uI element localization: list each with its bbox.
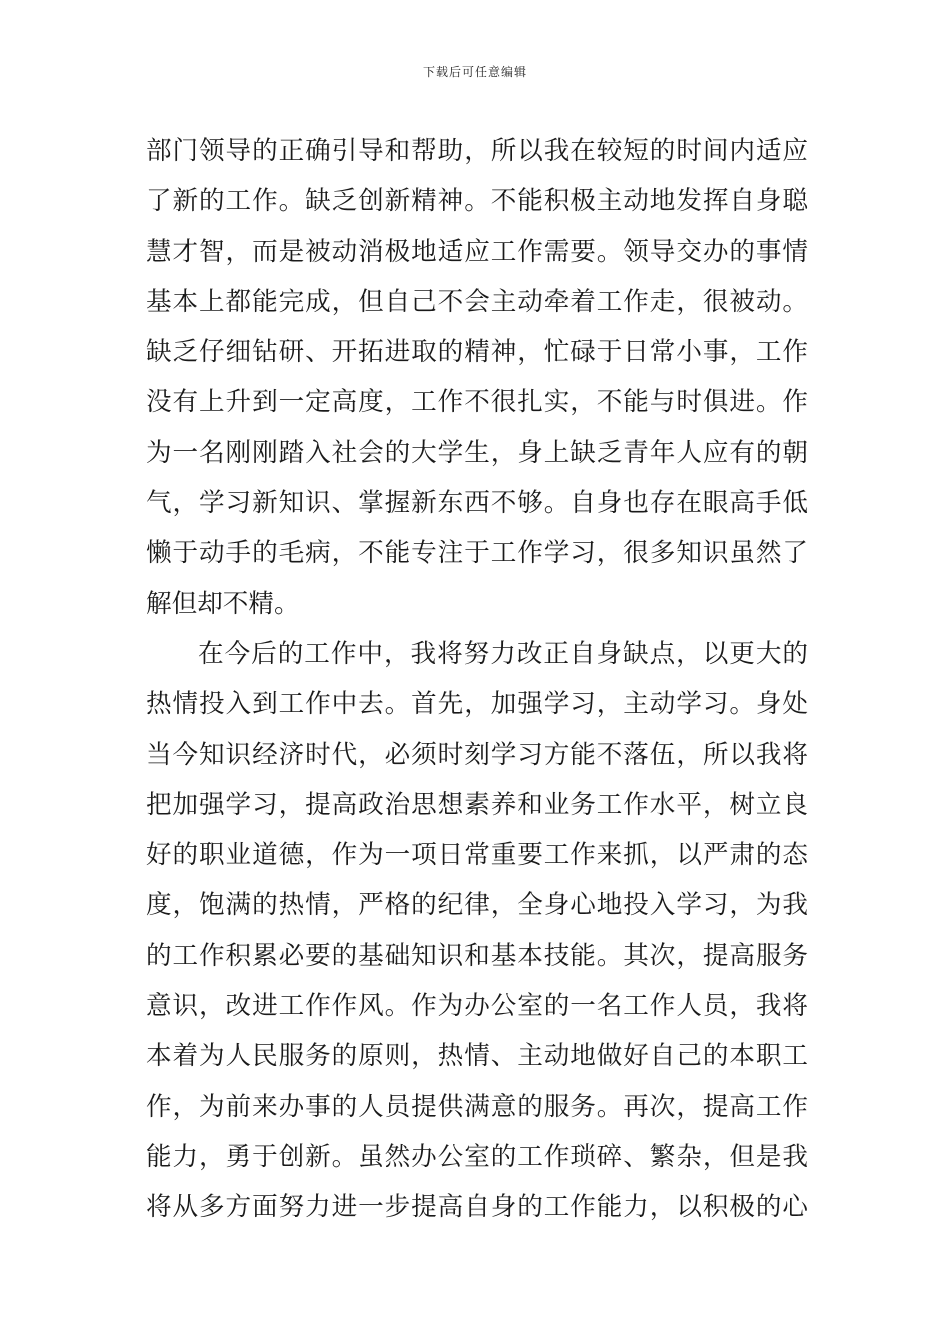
paragraph-line: 了新的工作。缺乏创新精神。不能积极主动地发挥自身聪 (146, 186, 808, 217)
paragraph-line: 把加强学习，提高政治思想素养和业务工作水平，树立良 (146, 789, 808, 820)
paragraph-line: 能力，勇于创新。虽然办公室的工作琐碎、繁杂，但是我 (146, 1141, 808, 1172)
paragraph-line: 本着为人民服务的原则，热情、主动地做好自己的本职工 (146, 1041, 808, 1072)
paragraph-1 (146, 126, 808, 629)
paragraph-line: 度，饱满的热情，严格的纪律，全身心地投入学习，为我 (146, 890, 808, 921)
paragraph-line: 当今知识经济时代，必须时刻学习方能不落伍，所以我将 (146, 739, 808, 770)
paragraph-line: 没有上升到一定高度，工作不很扎实，不能与时俱进。作 (146, 387, 808, 418)
paragraph-line: 慧才智，而是被动消极地适应工作需要。领导交办的事情 (146, 236, 808, 267)
paragraph-line: 基本上都能完成，但自己不会主动牵着工作走，很被动。 (146, 286, 808, 317)
paragraph-line: 懒于动手的毛病，不能专注于工作学习，很多知识虽然了 (146, 538, 808, 569)
paragraph-line: 为一名刚刚踏入社会的大学生，身上缺乏青年人应有的朝 (146, 437, 808, 468)
paragraph-line: 将从多方面努力进一步提高自身的工作能力，以积极的心 (146, 1192, 808, 1223)
document-body (146, 126, 808, 1233)
paragraph-line: 解但却不精。 (146, 588, 300, 619)
paragraph-2 (146, 629, 808, 1233)
paragraph-line: 部门领导的正确引导和帮助，所以我在较短的时间内适应 (146, 136, 808, 166)
paragraph-line: 的工作积累必要的基础知识和基本技能。其次，提高服务 (146, 940, 808, 971)
paragraph-line: 在今后的工作中，我将努力改正自身缺点，以更大的 (198, 638, 808, 669)
paragraph-line: 好的职业道德，作为一项日常重要工作来抓，以严肃的态 (146, 840, 808, 871)
paragraph-line: 气，学习新知识、掌握新东西不够。自身也存在眼高手低 (146, 488, 808, 519)
page-header-note: 下载后可任意编辑 (422, 65, 527, 79)
paragraph-line: 作，为前来办事的人员提供满意的服务。再次，提高工作 (146, 1091, 808, 1122)
paragraph-line: 缺乏仔细钻研、开拓进取的精神，忙碌于日常小事，工作 (146, 337, 808, 368)
paragraph-line: 意识，改进工作作风。作为办公室的一名工作人员，我将 (146, 991, 808, 1022)
paragraph-line: 热情投入到工作中去。首先，加强学习，主动学习。身处 (146, 689, 808, 720)
